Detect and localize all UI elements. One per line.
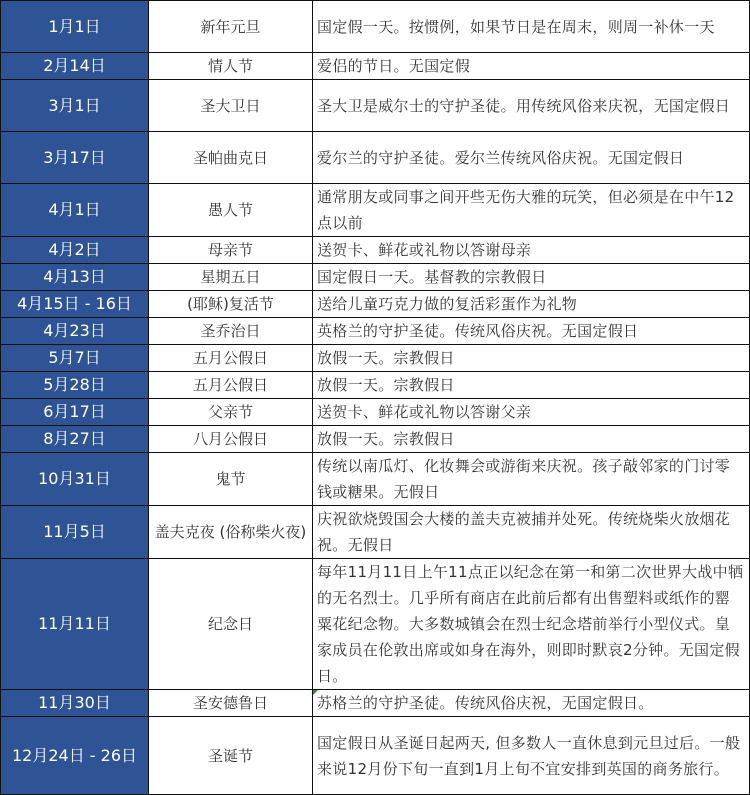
description-cell[interactable]: 庆祝欲烧毁国会大楼的盖夫克被捕并处死。传统烧柴火放烟花祝。无假日 bbox=[313, 506, 750, 559]
holiday-name-cell[interactable]: 圣安德鲁日 bbox=[149, 690, 313, 717]
holiday-name-cell[interactable]: 愚人节 bbox=[149, 184, 313, 237]
table-row bbox=[1, 318, 750, 345]
date-cell[interactable]: 11月11日 bbox=[1, 559, 149, 690]
table-row bbox=[1, 372, 750, 399]
table-row bbox=[1, 264, 750, 291]
holiday-name-cell[interactable]: 五月公假日 bbox=[149, 345, 313, 372]
date-cell[interactable]: 6月17日 bbox=[1, 399, 149, 426]
date-cell[interactable]: 8月27日 bbox=[1, 426, 149, 453]
date-cell[interactable]: 2月14日 bbox=[1, 53, 149, 80]
date-cell[interactable]: 11月5日 bbox=[1, 506, 149, 559]
description-cell[interactable]: 圣大卫是威尔士的守护圣徒。用传统风俗来庆祝，无国定假日 bbox=[313, 80, 750, 132]
holiday-name-cell[interactable]: 新年元旦 bbox=[149, 1, 313, 53]
description-cell[interactable]: 国定假一天。按惯例，如果节日是在周末，则周一补休一天 bbox=[313, 1, 750, 53]
description-cell[interactable]: 国定假日一天。基督教的宗教假日 bbox=[313, 264, 750, 291]
table-row bbox=[1, 345, 750, 372]
table-row bbox=[1, 399, 750, 426]
description-cell[interactable]: 爱侣的节日。无国定假 bbox=[313, 53, 750, 80]
description-cell[interactable]: 通常朋友或同事之间开些无伤大雅的玩笑，但必须是在中午12点以前 bbox=[313, 184, 750, 237]
table-row bbox=[1, 184, 750, 237]
date-cell[interactable]: 4月23日 bbox=[1, 318, 149, 345]
holiday-name-cell[interactable]: 鬼节 bbox=[149, 453, 313, 506]
holiday-name-cell[interactable]: 父亲节 bbox=[149, 399, 313, 426]
date-cell[interactable]: 12月24日 - 26日 bbox=[1, 717, 149, 795]
description-cell[interactable]: 每年11月11日上午11点正以纪念在第一和第二次世界大战中牺的无名烈士。几乎所有商店在此前后都有出售塑料或纸作的罂粟花纪念物。大多数城镇会在烈士纪念塔前举行小型仪式。皇家成员在伦敦出席或如身在海外，则即时默哀2分钟。无国定假日。 bbox=[313, 559, 750, 690]
date-cell[interactable]: 10月31日 bbox=[1, 453, 149, 506]
holiday-name-cell[interactable]: 星期五日 bbox=[149, 264, 313, 291]
holiday-name-cell[interactable]: 圣大卫日 bbox=[149, 80, 313, 132]
table-row bbox=[1, 426, 750, 453]
holiday-name-cell[interactable]: 八月公假日 bbox=[149, 426, 313, 453]
holiday-name-cell[interactable]: 母亲节 bbox=[149, 237, 313, 264]
table-row bbox=[1, 506, 750, 559]
table-row bbox=[1, 717, 750, 795]
table-row bbox=[1, 237, 750, 264]
date-cell[interactable]: 5月7日 bbox=[1, 345, 149, 372]
date-cell[interactable]: 4月15日 - 16日 bbox=[1, 291, 149, 318]
description-cell[interactable]: 国定假日从圣诞日起两天, 但多数人一直休息到元旦过后。一般来说12月份下旬一直到1月上旬不宜安排到英国的商务旅行。 bbox=[313, 717, 750, 795]
table-row bbox=[1, 132, 750, 184]
description-cell[interactable]: 送贺卡、鲜花或礼物以答谢父亲 bbox=[313, 399, 750, 426]
date-cell[interactable]: 4月2日 bbox=[1, 237, 149, 264]
description-cell[interactable]: 爱尔兰的守护圣徒。爱尔兰传统风俗庆祝。无国定假日 bbox=[313, 132, 750, 184]
description-cell[interactable]: 英格兰的守护圣徒。传统风俗庆祝。无国定假日 bbox=[313, 318, 750, 345]
holiday-name-cell[interactable]: 五月公假日 bbox=[149, 372, 313, 399]
date-cell[interactable]: 11月30日 bbox=[1, 690, 149, 717]
description-cell[interactable]: 送给儿童巧克力做的复活彩蛋作为礼物 bbox=[313, 291, 750, 318]
holiday-name-cell[interactable]: 圣帕曲克日 bbox=[149, 132, 313, 184]
description-cell[interactable]: 传统以南瓜灯、化妆舞会或游街来庆祝。孩子敲邻家的门讨零钱或糖果。无假日 bbox=[313, 453, 750, 506]
holiday-name-cell[interactable]: 情人节 bbox=[149, 53, 313, 80]
table-row bbox=[1, 453, 750, 506]
date-cell[interactable]: 1月1日 bbox=[1, 1, 149, 53]
description-cell[interactable]: 放假一天。宗教假日 bbox=[313, 372, 750, 399]
description-cell[interactable]: 送贺卡、鲜花或礼物以答谢母亲 bbox=[313, 237, 750, 264]
holiday-name-cell[interactable]: 圣诞节 bbox=[149, 717, 313, 795]
holiday-name-cell[interactable]: 盖夫克夜 (俗称柴火夜) bbox=[149, 506, 313, 559]
table-row bbox=[1, 1, 750, 53]
date-cell[interactable]: 5月28日 bbox=[1, 372, 149, 399]
table-row bbox=[1, 80, 750, 132]
description-cell[interactable]: 放假一天。宗教假日 bbox=[313, 426, 750, 453]
holiday-name-cell[interactable]: 纪念日 bbox=[149, 559, 313, 690]
date-cell[interactable]: 4月1日 bbox=[1, 184, 149, 237]
table-row bbox=[1, 559, 750, 690]
holiday-name-cell[interactable]: (耶稣)复活节 bbox=[149, 291, 313, 318]
date-cell[interactable]: 4月13日 bbox=[1, 264, 149, 291]
description-cell[interactable]: 苏格兰的守护圣徒。传统风俗庆祝，无国定假日。 bbox=[313, 690, 750, 717]
table-row bbox=[1, 53, 750, 80]
holiday-name-cell[interactable]: 圣乔治日 bbox=[149, 318, 313, 345]
table-row bbox=[1, 291, 750, 318]
table-row bbox=[1, 690, 750, 717]
description-cell[interactable]: 放假一天。宗教假日 bbox=[313, 345, 750, 372]
date-cell[interactable]: 3月1日 bbox=[1, 80, 149, 132]
date-cell[interactable]: 3月17日 bbox=[1, 132, 149, 184]
